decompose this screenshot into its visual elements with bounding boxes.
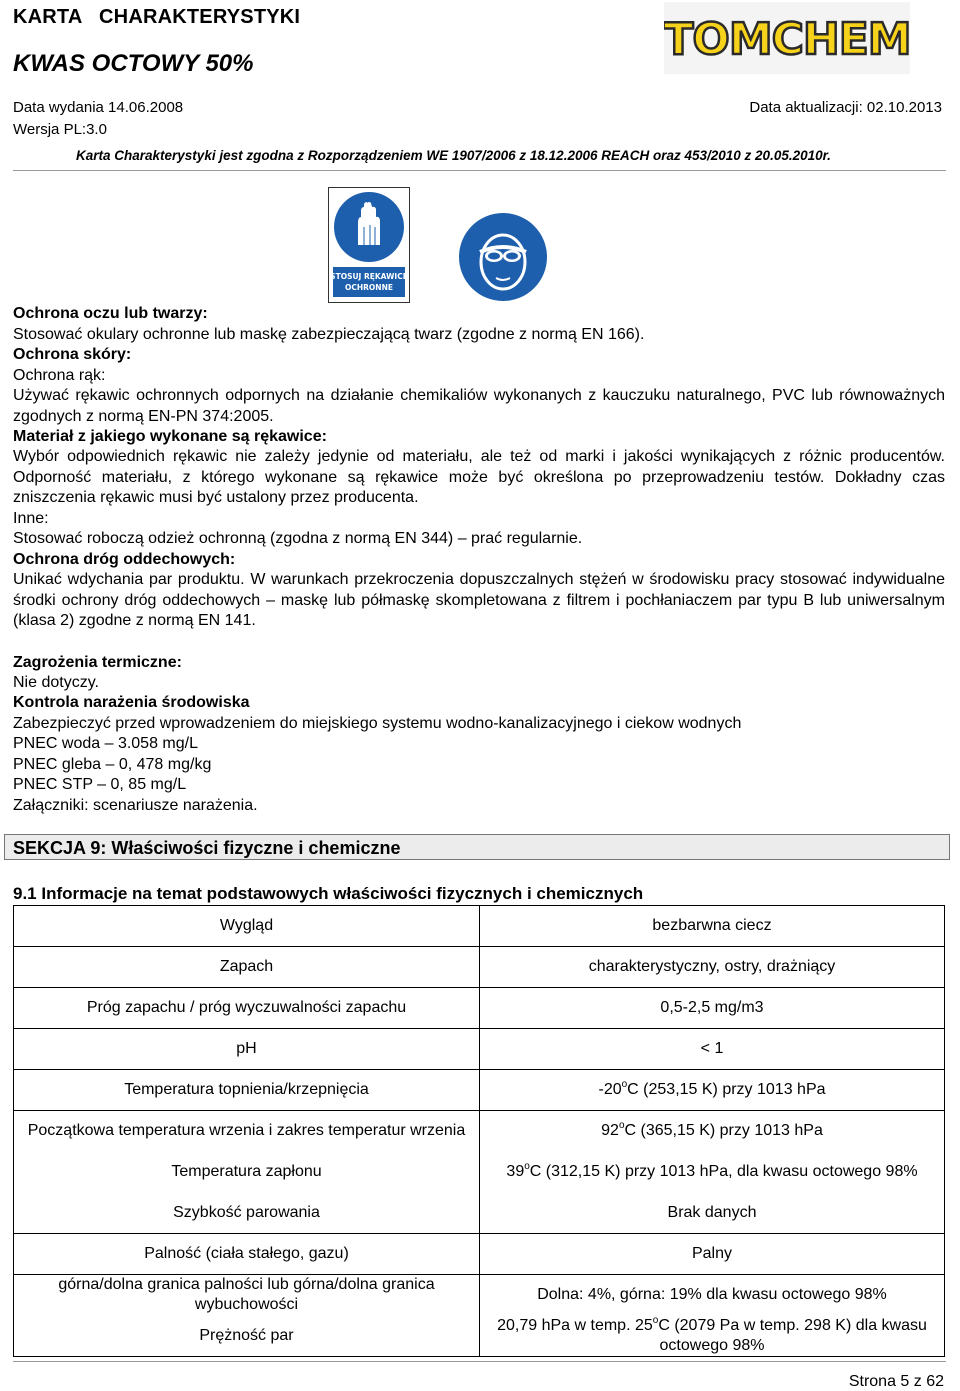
table-row <box>14 1316 945 1357</box>
hand-protection-label: Ochrona rąk: <box>13 367 106 384</box>
issue-date: Data wydania 14.06.2008 <box>13 99 184 116</box>
gloves-sign-text-2: OCHRONNE <box>345 283 393 292</box>
version: Wersja PL:3.0 <box>13 121 107 138</box>
degree-mark: o <box>652 1314 659 1326</box>
respiratory-heading: Ochrona dróg oddechowych: <box>13 551 236 568</box>
property-value <box>480 1111 945 1152</box>
property-value <box>480 1152 945 1193</box>
degree-mark: o <box>618 1120 625 1132</box>
environment-text: Zabezpieczyć przed wprowadzeniem do miejskiego systemu wodno-kanalizacyjnego i ciekow wodnych <box>13 715 742 732</box>
value-suffix: C (365,15 K) przy 1013 hPa <box>624 1122 823 1140</box>
property-label: Próg zapachu / próg wyczuwalności zapachu <box>14 988 480 1029</box>
glove-material-heading: Materiał z jakiego wykonane są rękawice: <box>13 428 327 445</box>
property-value: Palny <box>480 1234 945 1275</box>
section-9-subtitle: 9.1 Informacje na temat podstawowych właściwości fizycznych i chemicznych <box>13 884 644 903</box>
pnec-water: PNEC woda – 3.058 mg/L <box>13 735 198 752</box>
environment-heading: Kontrola narażenia środowiska <box>13 694 250 711</box>
property-value <box>480 1070 945 1111</box>
table-row <box>14 1152 945 1193</box>
property-value: < 1 <box>480 1029 945 1070</box>
property-label: Wygląd <box>14 906 480 947</box>
value-suffix: C (2079 Pa w temp. 298 K) dla kwasu octowego 98% <box>658 1316 927 1354</box>
section-9-title-bar <box>4 834 950 860</box>
header-divider <box>13 170 946 171</box>
value-prefix: 39 <box>506 1163 525 1180</box>
annex-note: Załączniki: scenariusze narażenia. <box>13 797 258 814</box>
eye-protection-text: Stosować okulary ochronne lub maskę zabezpieczającą twarz (zgodne z normą EN 166). <box>13 326 645 343</box>
gloves-sign-text-1: STOSUJ RĘKAWICE <box>330 272 408 281</box>
degree-mark: o <box>621 1079 628 1090</box>
thermal-hazards-text: Nie dotyczy. <box>13 674 99 691</box>
value-prefix: -20 <box>598 1081 622 1098</box>
gloves-sign-icon <box>328 187 410 303</box>
properties-table <box>13 905 945 1357</box>
logo-text: TOMCHEM <box>664 14 910 65</box>
property-value: 0,5-2,5 mg/m3 <box>480 988 945 1029</box>
property-value <box>480 1316 945 1357</box>
other-text: Stosować roboczą odzież ochronną (zgodna z normą EN 344) – prać regularnie. <box>13 530 583 547</box>
hand-protection-text: Używać rękawic ochronnych odpornych na działanie chemikaliów wykonanych z kauczuku naturalnego, PVC lub równoważnych zgodnych z normą EN-PN 374:2005. <box>13 387 945 425</box>
value-suffix: C (253,15 K) przy 1013 hPa <box>627 1081 826 1098</box>
pnec-soil: PNEC gleba – 0, 478 mg/kg <box>13 756 212 773</box>
regulation-note: Karta Charakterystyki jest zgodna z Rozporządzeniem WE 1907/2006 z 18.12.2006 REACH oraz 453/2010 z 20.05.2010r. <box>76 148 831 163</box>
value-suffix: C (312,15 K) przy 1013 hPa, dla kwasu octowego 98% <box>529 1163 918 1180</box>
table-row <box>14 1193 945 1234</box>
table-row <box>14 1234 945 1275</box>
table-row <box>14 947 945 988</box>
property-value: Dolna: 4%, górna: 19% dla kwasu octowego 98% <box>480 1275 945 1316</box>
goggles-sign-icon <box>458 212 548 302</box>
respiratory-text: Unikać wdychania par produktu. W warunkach przekroczenia dopuszczalnych stężeń w środowisku pracy stosować indywidualne środki ochrony dróg oddechowych – maskę lub półmaskę skompletowana z filtrem i pochłaniaczem par typu B lub uniwersalnym (klasa 2) zgodne z normą EN 141. <box>13 571 945 629</box>
property-label: Palność (ciała stałego, gazu) <box>14 1234 480 1275</box>
property-value: Brak danych <box>480 1193 945 1234</box>
property-label: Początkowa temperatura wrzenia i zakres temperatur wrzenia <box>14 1111 480 1152</box>
glove-material-text: Wybór odpowiednich rękawic nie zależy jedynie od materiału, ale też od marki i jakości wynikających z różnic producentów. Odporność materiału, z którego wykonane są rękawice może być określona po przeprowadzeniu testów. Dokładny czas zniszczenia rękawic musi być ustalony przez producenta. <box>13 448 945 506</box>
value-prefix: 92 <box>601 1122 619 1140</box>
page-number: Strona 5 z 62 <box>848 1373 944 1390</box>
table-row <box>14 906 945 947</box>
property-label: Zapach <box>14 947 480 988</box>
document-title: KARTA CHARAKTERYSTYKI <box>13 6 301 28</box>
property-label: pH <box>14 1029 480 1070</box>
property-value: bezbarwna ciecz <box>480 906 945 947</box>
product-name: KWAS OCTOWY 50% <box>13 50 254 77</box>
property-label: Prężność par <box>14 1316 480 1357</box>
degree-mark: o <box>524 1161 530 1172</box>
value-prefix: 20,79 hPa w temp. 25 <box>497 1316 653 1334</box>
property-label: Temperatura zapłonu <box>14 1152 480 1193</box>
skin-protection-heading: Ochrona skóry: <box>13 346 132 363</box>
table-row <box>14 1275 945 1316</box>
company-logo <box>664 2 910 74</box>
footer-divider <box>13 1361 946 1362</box>
table-row <box>14 1029 945 1070</box>
thermal-hazards-heading: Zagrożenia termiczne: <box>13 654 182 671</box>
table-row <box>14 988 945 1029</box>
property-label: górna/dolna granica palności lub górna/dolna granica wybuchowości <box>14 1275 480 1316</box>
table-row <box>14 1070 945 1111</box>
property-label: Szybkość parowania <box>14 1193 480 1234</box>
other-label: Inne: <box>13 510 49 527</box>
section-9-title: SEKCJA 9: Właściwości fizyczne i chemiczne <box>13 838 401 858</box>
update-date: Data aktualizacji: 02.10.2013 <box>749 99 942 116</box>
property-label: Temperatura topnienia/krzepnięcia <box>14 1070 480 1111</box>
property-value: charakterystyczny, ostry, drażniący <box>480 947 945 988</box>
pnec-stp: PNEC STP – 0, 85 mg/L <box>13 776 187 793</box>
eye-protection-heading: Ochrona oczu lub twarzy: <box>13 305 208 322</box>
table-row <box>14 1111 945 1152</box>
